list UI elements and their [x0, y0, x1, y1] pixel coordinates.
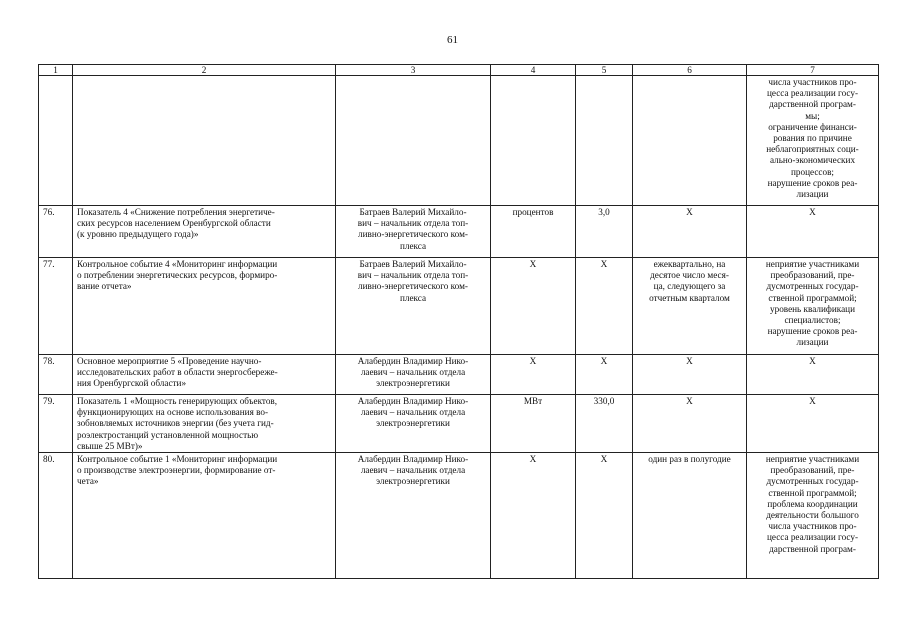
description-cell: Контрольное событие 1 «Мониторинг информации о производстве электроэнергии, формирование от- чета» — [73, 453, 336, 579]
column-header: 4 — [491, 65, 576, 76]
row-number-cell: 79. — [39, 395, 73, 453]
table-row — [39, 395, 879, 453]
value-cell: 3,0 — [576, 206, 633, 258]
table-row — [39, 453, 879, 579]
description-cell: Показатель 4 «Снижение потребления энергетиче- ских ресурсов населением Оренбургской области (к уровню предыдущего года)» — [73, 206, 336, 258]
row-number-cell: 76. — [39, 206, 73, 258]
value-cell — [576, 76, 633, 206]
row-number-cell — [39, 76, 73, 206]
risks-cell: неприятие участниками преобразований, пре- дусмотренных государ- ственной программой; уровень квалификаци специалистов; нарушение сроков реа- лизации — [747, 258, 879, 355]
responsible-cell: Батраев Валерий Михайло- вич – начальник отдела топ- ливно-энергетического ком- плекса — [336, 206, 491, 258]
unit-cell: МВт — [491, 395, 576, 453]
table-row — [39, 76, 879, 206]
table-row — [39, 206, 879, 258]
unit-cell: Х — [491, 355, 576, 395]
risks-cell: Х — [747, 355, 879, 395]
row-number-cell: 77. — [39, 258, 73, 355]
unit-cell: Х — [491, 258, 576, 355]
value-cell: Х — [576, 453, 633, 579]
unit-cell: процентов — [491, 206, 576, 258]
responsible-cell: Батраев Валерий Михайло- вич – начальник отдела топ- ливно-энергетического ком- плекса — [336, 258, 491, 355]
risks-cell: Х — [747, 206, 879, 258]
period-cell: один раз в полугодие — [633, 453, 747, 579]
column-header: 5 — [576, 65, 633, 76]
column-header: 7 — [747, 65, 879, 76]
value-cell: 330,0 — [576, 395, 633, 453]
value-cell: Х — [576, 355, 633, 395]
risks-cell: неприятие участниками преобразований, пре- дусмотренных государ- ственной программой; проблема координации деятельности большого числа участников про- цесса реализации госу- дарственной програм- — [747, 453, 879, 579]
description-cell: Основное мероприятие 5 «Проведение научно- исследовательских работ в области энергосбереже- ния Оренбургской области» — [73, 355, 336, 395]
responsible-cell: Алабердин Владимир Нико- лаевич – начальник отдела электроэнергетики — [336, 395, 491, 453]
responsible-cell — [336, 76, 491, 206]
description-cell: Контрольное событие 4 «Мониторинг информации о потреблении энергетических ресурсов, формиро- вание отчета» — [73, 258, 336, 355]
page-number: 61 — [447, 34, 458, 46]
period-cell: ежеквартально, на десятое число меся- ца, следующего за отчетным кварталом — [633, 258, 747, 355]
unit-cell: Х — [491, 453, 576, 579]
column-header: 1 — [39, 65, 73, 76]
table-row — [39, 258, 879, 355]
column-header: 6 — [633, 65, 747, 76]
column-header: 3 — [336, 65, 491, 76]
risks-cell: Х — [747, 395, 879, 453]
risks-cell: числа участников про- цесса реализации госу- дарственной програм- мы; ограничение финанси- рования по причине неблагоприятных соци- ально-экономических процессов; нарушение сроков реа- лизации — [747, 76, 879, 206]
unit-cell — [491, 76, 576, 206]
period-cell — [633, 76, 747, 206]
column-header-row — [39, 65, 879, 76]
row-number-cell: 80. — [39, 453, 73, 579]
period-cell: Х — [633, 355, 747, 395]
responsible-cell: Алабердин Владимир Нико- лаевич – начальник отдела электроэнергетики — [336, 355, 491, 395]
value-cell: Х — [576, 258, 633, 355]
column-header: 2 — [73, 65, 336, 76]
program-table — [38, 64, 879, 579]
responsible-cell: Алабердин Владимир Нико- лаевич – начальник отдела электроэнергетики — [336, 453, 491, 579]
description-cell: Показатель 1 «Мощность генерирующих объектов, функционирующих на основе использования во- зобновляемых источников энергии (без учета гид- роэлектростанций установленной мощностью свыше 25 МВт)» — [73, 395, 336, 453]
table-row — [39, 355, 879, 395]
period-cell: Х — [633, 206, 747, 258]
description-cell — [73, 76, 336, 206]
period-cell: Х — [633, 395, 747, 453]
row-number-cell: 78. — [39, 355, 73, 395]
